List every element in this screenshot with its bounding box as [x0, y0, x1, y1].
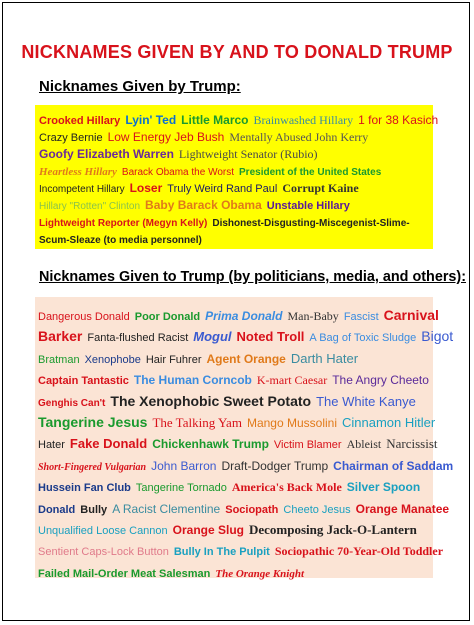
nickname-line	[38, 433, 438, 454]
nickname-line	[38, 519, 430, 540]
nickname: Captain Tantastic	[38, 375, 129, 388]
nickname-line	[39, 230, 430, 247]
section-heading-by-trump: Nicknames Given by Trump:	[39, 78, 241, 95]
nickname: Victim Blamer	[273, 439, 342, 452]
nickname: Noted Troll	[236, 329, 305, 345]
nickname: Failed Mail-Order Meat Salesman	[38, 567, 211, 580]
nickname: Lightweight Senator (Rubio)	[178, 147, 318, 161]
nickname: Tangerine Jesus	[38, 413, 148, 430]
nickname: Donald	[38, 503, 76, 516]
nickname-line	[39, 196, 430, 213]
nickname-line	[38, 305, 439, 326]
nickname: A Racist Clementine	[112, 501, 221, 516]
nickname-line	[39, 111, 439, 128]
nickname: Orange Manatee	[355, 501, 450, 516]
page-title: NICKNAMES GIVEN BY AND TO DONALD TRUMP	[21, 42, 453, 62]
nickname: Hater	[38, 439, 65, 452]
nickname-line	[39, 213, 430, 230]
nickname: Lyin' Ted	[125, 113, 177, 127]
nickname: Cinnamon Hitler	[342, 414, 436, 430]
nickname: Sociopathic 70-Year-Old Toddler	[274, 544, 444, 559]
nickname: John Barron	[151, 458, 217, 473]
nickname: President of the United States	[239, 167, 382, 178]
nickname: Mango Mussolini	[246, 415, 337, 430]
nickname: Barker	[38, 328, 83, 345]
nickname: Narcissist	[386, 436, 438, 452]
nickname: Baby Barack Obama	[145, 198, 262, 212]
nickname-line	[38, 369, 430, 390]
nickname: Barack Obama the Worst	[121, 167, 235, 178]
nickname: Bigot	[421, 328, 454, 345]
nickname: Silver Spoon	[346, 480, 421, 495]
nickname: Lightweight Reporter (Megyn Kelly)	[39, 218, 208, 229]
nickname: The Angry Cheeto	[332, 373, 429, 388]
nickname: Tangerine Tornado	[135, 482, 227, 495]
nickname: Truly Weird Rand Paul	[167, 183, 278, 195]
nickname: Unstable Hillary	[266, 200, 350, 212]
nickname: Xenophobe	[84, 353, 141, 366]
nickname: The Talking Yam	[152, 414, 242, 430]
nickname: Cheeto Jesus	[283, 503, 351, 516]
nickname-line	[39, 128, 430, 145]
nickname: Bratman	[38, 353, 80, 366]
nickname: 1 for 38 Kasich	[358, 113, 439, 127]
nickname: Agent Orange	[206, 351, 286, 366]
nickname-line	[38, 562, 430, 583]
section-heading-to-trump: Nicknames Given to Trump (by politicians, media, and others):	[39, 269, 467, 285]
nickname-line	[38, 391, 430, 412]
nickname: Carnival	[383, 307, 439, 323]
nickname: Crooked Hillary	[39, 115, 121, 127]
nicknames-to-trump-box	[35, 297, 454, 580]
nicknames-by-trump-box	[35, 105, 439, 249]
nickname: Orange Slug	[172, 522, 244, 537]
nickname: Bully	[80, 503, 108, 516]
nickname: Crazy Bernie	[39, 132, 103, 144]
nickname: Darth Hater	[290, 350, 359, 366]
nickname: Goofy Elizabeth Warren	[39, 147, 174, 161]
nickname: Little Marco	[181, 113, 249, 127]
nickname: Ableist	[346, 437, 382, 452]
nickname: A Bag of Toxic Sludge	[309, 332, 417, 345]
nickname: Chairman of Saddam	[333, 458, 454, 473]
nickname-line	[39, 179, 430, 196]
nickname-line	[38, 476, 430, 497]
nickname: The Orange Knight	[215, 567, 305, 580]
nickname-line	[38, 498, 450, 519]
nickname: Sociopath	[225, 503, 279, 516]
nickname: The Xenophobic Sweet Potato	[110, 392, 312, 409]
nickname: The White Kanye	[316, 393, 416, 409]
nickname: Dishonest-Disgusting-Miscegenist-Slime-	[212, 218, 410, 229]
nickname: Hair Fuhrer	[145, 353, 202, 366]
nickname: Draft-Dodger Trump	[221, 458, 329, 473]
nickname: Poor Donald	[134, 311, 201, 323]
nickname: Fascist	[343, 311, 379, 323]
nickname: Dangerous Donald	[38, 311, 130, 323]
nickname: Mentally Abused John Kerry	[229, 130, 369, 144]
nickname: Prima Donald	[205, 309, 283, 323]
nickname: Scum-Sleaze (to media personnel)	[39, 235, 202, 246]
nickname-line	[38, 540, 444, 561]
nickname: Loser	[129, 181, 163, 195]
nickname: Decomposing Jack-O-Lantern	[249, 521, 417, 537]
nickname: Chickenhawk Trump	[152, 437, 269, 452]
nickname: Short-Fingered Vulgarian	[38, 461, 147, 473]
nickname: K-mart Caesar	[256, 373, 328, 388]
nickname: Mogul	[193, 329, 232, 345]
nickname: Fanta-flushed Racist	[87, 332, 189, 345]
nickname: Man-Baby	[287, 309, 339, 323]
nickname: Fake Donald	[69, 436, 148, 452]
nickname: Bully In The Pulpit	[173, 546, 270, 559]
nickname-line	[39, 145, 430, 162]
nickname: Sentient Caps-Lock Button	[38, 546, 169, 559]
nickname: Low Energy Jeb Bush	[107, 130, 225, 144]
nickname-line	[39, 162, 430, 179]
nickname: Genghis Can't	[38, 397, 106, 409]
nickname: Brainwashed Hillary	[253, 113, 354, 127]
nickname: Hillary "Rotten" Clinton	[39, 201, 141, 212]
nickname-line	[38, 326, 454, 347]
nickname: Hussein Fan Club	[38, 482, 131, 495]
nickname-line	[38, 348, 430, 369]
nickname-line	[38, 412, 436, 433]
nickname: Heartless Hillary	[39, 166, 117, 178]
nickname: The Human Corncob	[133, 373, 252, 388]
nickname: America's Back Mole	[231, 480, 342, 495]
nickname-line	[38, 455, 454, 476]
nickname: Unqualified Loose Cannon	[38, 524, 168, 537]
nickname: Corrupt Kaine	[282, 181, 359, 195]
nickname: Incompetent Hillary	[39, 184, 125, 195]
